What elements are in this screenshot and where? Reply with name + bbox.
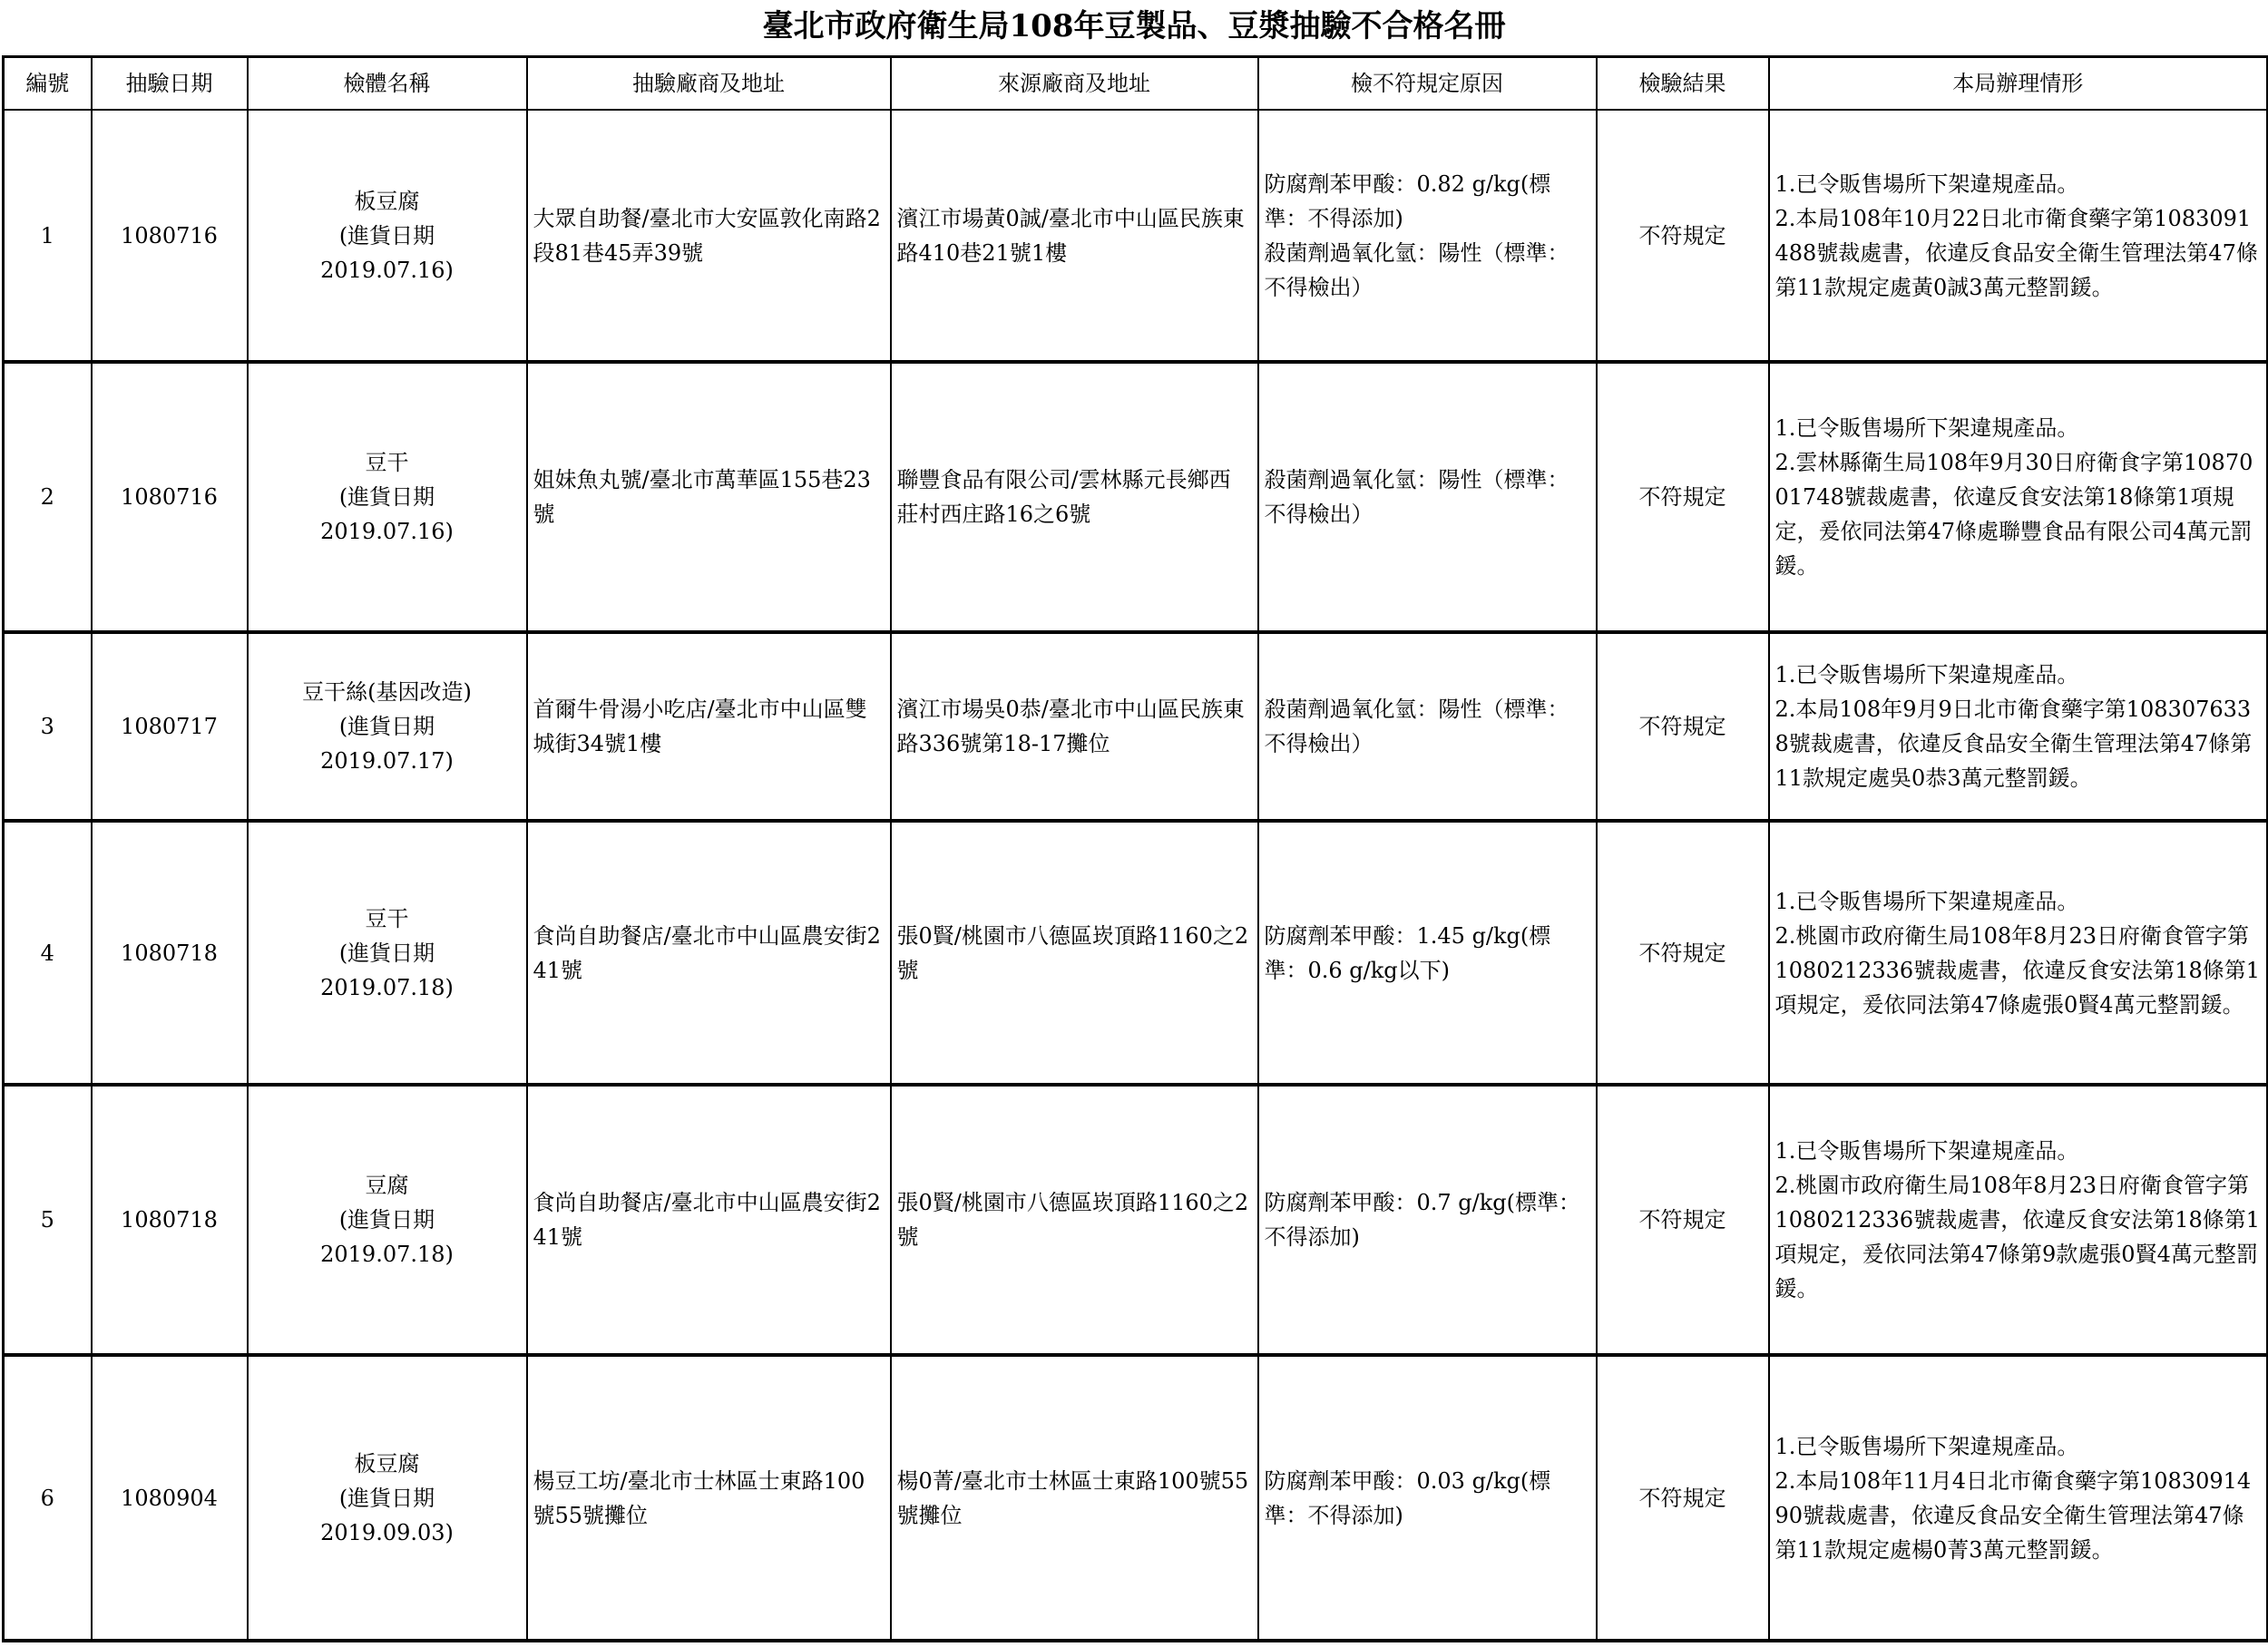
noncompliance-table <box>2 55 2268 1642</box>
cell-date: 1080718 <box>92 1085 248 1355</box>
cell-source: 濱江市場黃0誠/臺北市中山區民族東路410巷21號1樓 <box>891 110 1258 362</box>
cell-vendor: 楊豆工坊/臺北市士林區士東路100號55號攤位 <box>527 1355 891 1641</box>
cell-sample: 豆干 (進貨日期 2019.07.18) <box>248 821 527 1085</box>
header-row <box>4 57 2268 111</box>
header-vendor: 抽驗廠商及地址 <box>527 57 891 111</box>
cell-reason: 防腐劑苯甲酸：0.82 g/kg(標準：不得添加) 殺菌劑過氧化氫：陽性（標準：不得檢出） <box>1258 110 1597 362</box>
header-result: 檢驗結果 <box>1597 57 1769 111</box>
cell-reason: 防腐劑苯甲酸：0.03 g/kg(標準：不得添加) <box>1258 1355 1597 1641</box>
cell-sample: 板豆腐 (進貨日期 2019.07.16) <box>248 110 527 362</box>
cell-vendor: 姐妹魚丸號/臺北市萬華區155巷23號 <box>527 362 891 632</box>
cell-sample: 豆干絲(基因改造) (進貨日期 2019.07.17) <box>248 632 527 821</box>
document-title: 臺北市政府衛生局108年豆製品、豆漿抽驗不合格名冊 <box>762 8 1506 44</box>
header-action: 本局辦理情形 <box>1769 57 2268 111</box>
table-row <box>4 1355 2268 1641</box>
cell-reason: 防腐劑苯甲酸：0.7 g/kg(標準：不得添加) <box>1258 1085 1597 1355</box>
cell-vendor: 食尚自助餐店/臺北市中山區農安街241號 <box>527 1085 891 1355</box>
cell-date: 1080717 <box>92 632 248 821</box>
cell-source: 楊0菁/臺北市士林區士東路100號55號攤位 <box>891 1355 1258 1641</box>
cell-date: 1080718 <box>92 821 248 1085</box>
cell-result: 不符規定 <box>1597 110 1769 362</box>
table-row <box>4 110 2268 362</box>
cell-source: 張0賢/桃園市八德區崁頂路1160之2號 <box>891 821 1258 1085</box>
cell-no: 4 <box>4 821 92 1085</box>
cell-action: 1.已令販售場所下架違規產品。 2.本局108年10月22日北市衛食藥字第1083091488號裁處書，依違反食品安全衛生管理法第47條第11款規定處黃0誠3萬元整罰鍰。 <box>1769 110 2268 362</box>
cell-sample: 豆腐 (進貨日期 2019.07.18) <box>248 1085 527 1355</box>
cell-action: 1.已令販售場所下架違規產品。 2.雲林縣衛生局108年9月30日府衛食字第1087001748號裁處書，依違反食安法第18條第1項規定，爰依同法第47條處聯豐食品有限公司4萬元罰鍰。 <box>1769 362 2268 632</box>
header-source: 來源廠商及地址 <box>891 57 1258 111</box>
cell-action: 1.已令販售場所下架違規產品。 2.桃園市政府衛生局108年8月23日府衛食管字第1080212336號裁處書，依違反食安法第18條第1項規定，爰依同法第47條第9款處張0賢4萬元整罰鍰。 <box>1769 1085 2268 1355</box>
cell-vendor: 首爾牛骨湯小吃店/臺北市中山區雙城街34號1樓 <box>527 632 891 821</box>
cell-vendor: 食尚自助餐店/臺北市中山區農安街241號 <box>527 821 891 1085</box>
table-row <box>4 362 2268 632</box>
cell-sample: 板豆腐 (進貨日期 2019.09.03) <box>248 1355 527 1641</box>
cell-result: 不符規定 <box>1597 1085 1769 1355</box>
cell-source: 張0賢/桃園市八德區崁頂路1160之2號 <box>891 1085 1258 1355</box>
cell-result: 不符規定 <box>1597 1355 1769 1641</box>
cell-date: 1080904 <box>92 1355 248 1641</box>
header-reason: 檢不符規定原因 <box>1258 57 1597 111</box>
cell-action: 1.已令販售場所下架違規產品。 2.本局108年11月4日北市衛食藥字第1083091490號裁處書，依違反食品安全衛生管理法第47條第11款規定處楊0菁3萬元整罰鍰。 <box>1769 1355 2268 1641</box>
cell-source: 聯豐食品有限公司/雲林縣元長鄉西莊村西庄路16之6號 <box>891 362 1258 632</box>
cell-reason: 殺菌劑過氧化氫：陽性（標準：不得檢出） <box>1258 362 1597 632</box>
cell-result: 不符規定 <box>1597 821 1769 1085</box>
cell-date: 1080716 <box>92 110 248 362</box>
table-row <box>4 1085 2268 1355</box>
cell-no: 3 <box>4 632 92 821</box>
header-no: 編號 <box>4 57 92 111</box>
cell-sample: 豆干 (進貨日期 2019.07.16) <box>248 362 527 632</box>
cell-no: 6 <box>4 1355 92 1641</box>
table-row <box>4 821 2268 1085</box>
cell-no: 5 <box>4 1085 92 1355</box>
cell-no: 2 <box>4 362 92 632</box>
cell-reason: 防腐劑苯甲酸：1.45 g/kg(標準：0.6 g/kg以下) <box>1258 821 1597 1085</box>
table-row <box>4 632 2268 821</box>
cell-result: 不符規定 <box>1597 632 1769 821</box>
cell-reason: 殺菌劑過氧化氫：陽性（標準：不得檢出） <box>1258 632 1597 821</box>
cell-vendor: 大眾自助餐/臺北市大安區敦化南路2段81巷45弄39號 <box>527 110 891 362</box>
cell-result: 不符規定 <box>1597 362 1769 632</box>
cell-action: 1.已令販售場所下架違規產品。 2.本局108年9月9日北市衛食藥字第1083076338號裁處書，依違反食品安全衛生管理法第47條第11款規定處吳0恭3萬元整罰鍰。 <box>1769 632 2268 821</box>
cell-action: 1.已令販售場所下架違規產品。 2.桃園市政府衛生局108年8月23日府衛食管字第1080212336號裁處書，依違反食安法第18條第1項規定，爰依同法第47條處張0賢4萬元整罰鍰。 <box>1769 821 2268 1085</box>
cell-no: 1 <box>4 110 92 362</box>
header-sample: 檢體名稱 <box>248 57 527 111</box>
cell-source: 濱江市場吳0恭/臺北市中山區民族東路336號第18-17攤位 <box>891 632 1258 821</box>
header-date: 抽驗日期 <box>92 57 248 111</box>
cell-date: 1080716 <box>92 362 248 632</box>
